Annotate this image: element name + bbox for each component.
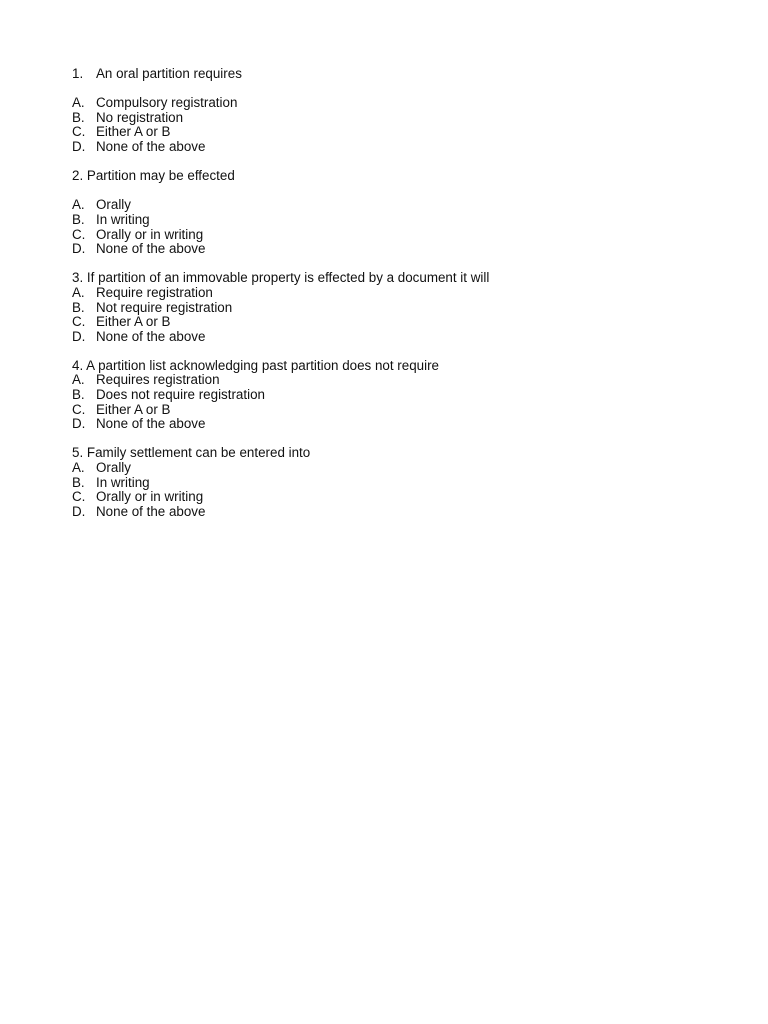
option-text: Orally [96,197,131,213]
option-letter: C. [72,124,86,140]
question-3 [72,271,712,286]
option-text: Either A or B [96,314,171,330]
option-4c [72,403,712,418]
question-text: An oral partition requires [96,66,242,81]
option-3b [72,301,712,316]
option-letter: A. [72,197,85,213]
option-letter: B. [72,474,85,490]
option-letter: C. [72,226,86,242]
option-letter: A. [72,460,85,476]
question-text: If partition of an immovable property is effected by a document it will [86,270,490,286]
option-letter: B. [72,299,85,315]
option-letter: D. [72,241,86,257]
option-2d [72,242,712,257]
question-5 [72,446,712,461]
question-text: Partition may be effected [86,168,235,184]
option-5c [72,490,712,505]
option-text: None of the above [96,241,206,257]
option-1b [72,111,712,126]
question-4 [72,359,712,374]
option-letter: D. [72,328,86,344]
option-letter: D. [72,138,86,154]
spacer [72,344,712,359]
option-letter: A. [72,284,85,300]
option-letter: C. [72,314,86,330]
option-3a [72,286,712,301]
spacer [72,257,712,272]
option-2c [72,228,712,243]
option-2b [72,213,712,228]
option-text: Either A or B [96,124,171,140]
option-text: Orally or in writing [96,226,204,242]
question-number: 2. [72,168,84,184]
question-number: 3. [72,270,84,286]
option-letter: C. [72,401,86,417]
option-letter: A. [72,372,85,388]
option-text: Requires registration [96,372,220,388]
option-text: Either A or B [96,401,171,417]
option-letter: D. [72,416,86,432]
option-letter: C. [72,489,86,505]
option-text: Orally or in writing [96,489,204,505]
question-number: 4. [72,357,84,373]
option-4d [72,417,712,432]
question-number: 5. [72,445,84,461]
option-5a [72,461,712,476]
question-2 [72,169,712,184]
option-text: No registration [96,109,184,125]
spacer [72,432,712,447]
option-text: Compulsory registration [96,95,238,111]
option-2a [72,198,712,213]
option-1d [72,140,712,155]
question-text: A partition list acknowledging past partition does not require [86,357,439,373]
option-text: Orally [96,460,131,476]
option-4a [72,373,712,388]
option-3c [72,315,712,330]
option-text: None of the above [96,416,206,432]
option-letter: A. [72,95,85,111]
question-number: 1. [72,66,84,81]
option-text: In writing [96,211,150,227]
question-list [72,67,712,519]
option-text: Not require registration [96,299,233,315]
option-letter: B. [72,109,85,125]
option-3d [72,330,712,345]
option-1c [72,125,712,140]
option-text: Require registration [96,284,213,300]
spacer [72,184,712,199]
option-letter: B. [72,211,85,227]
option-5d [72,505,712,520]
option-text: In writing [96,474,150,490]
option-1a [72,96,712,111]
option-text: None of the above [96,503,206,519]
question-text: Family settlement can be entered into [86,445,311,461]
option-text: None of the above [96,328,206,344]
question-1 [72,67,712,82]
option-5b [72,476,712,491]
spacer [72,155,712,170]
option-letter: B. [72,387,85,403]
option-text: None of the above [96,138,206,154]
option-letter: D. [72,503,86,519]
option-text: Does not require registration [96,387,265,403]
option-4b [72,388,712,403]
spacer [72,82,712,97]
